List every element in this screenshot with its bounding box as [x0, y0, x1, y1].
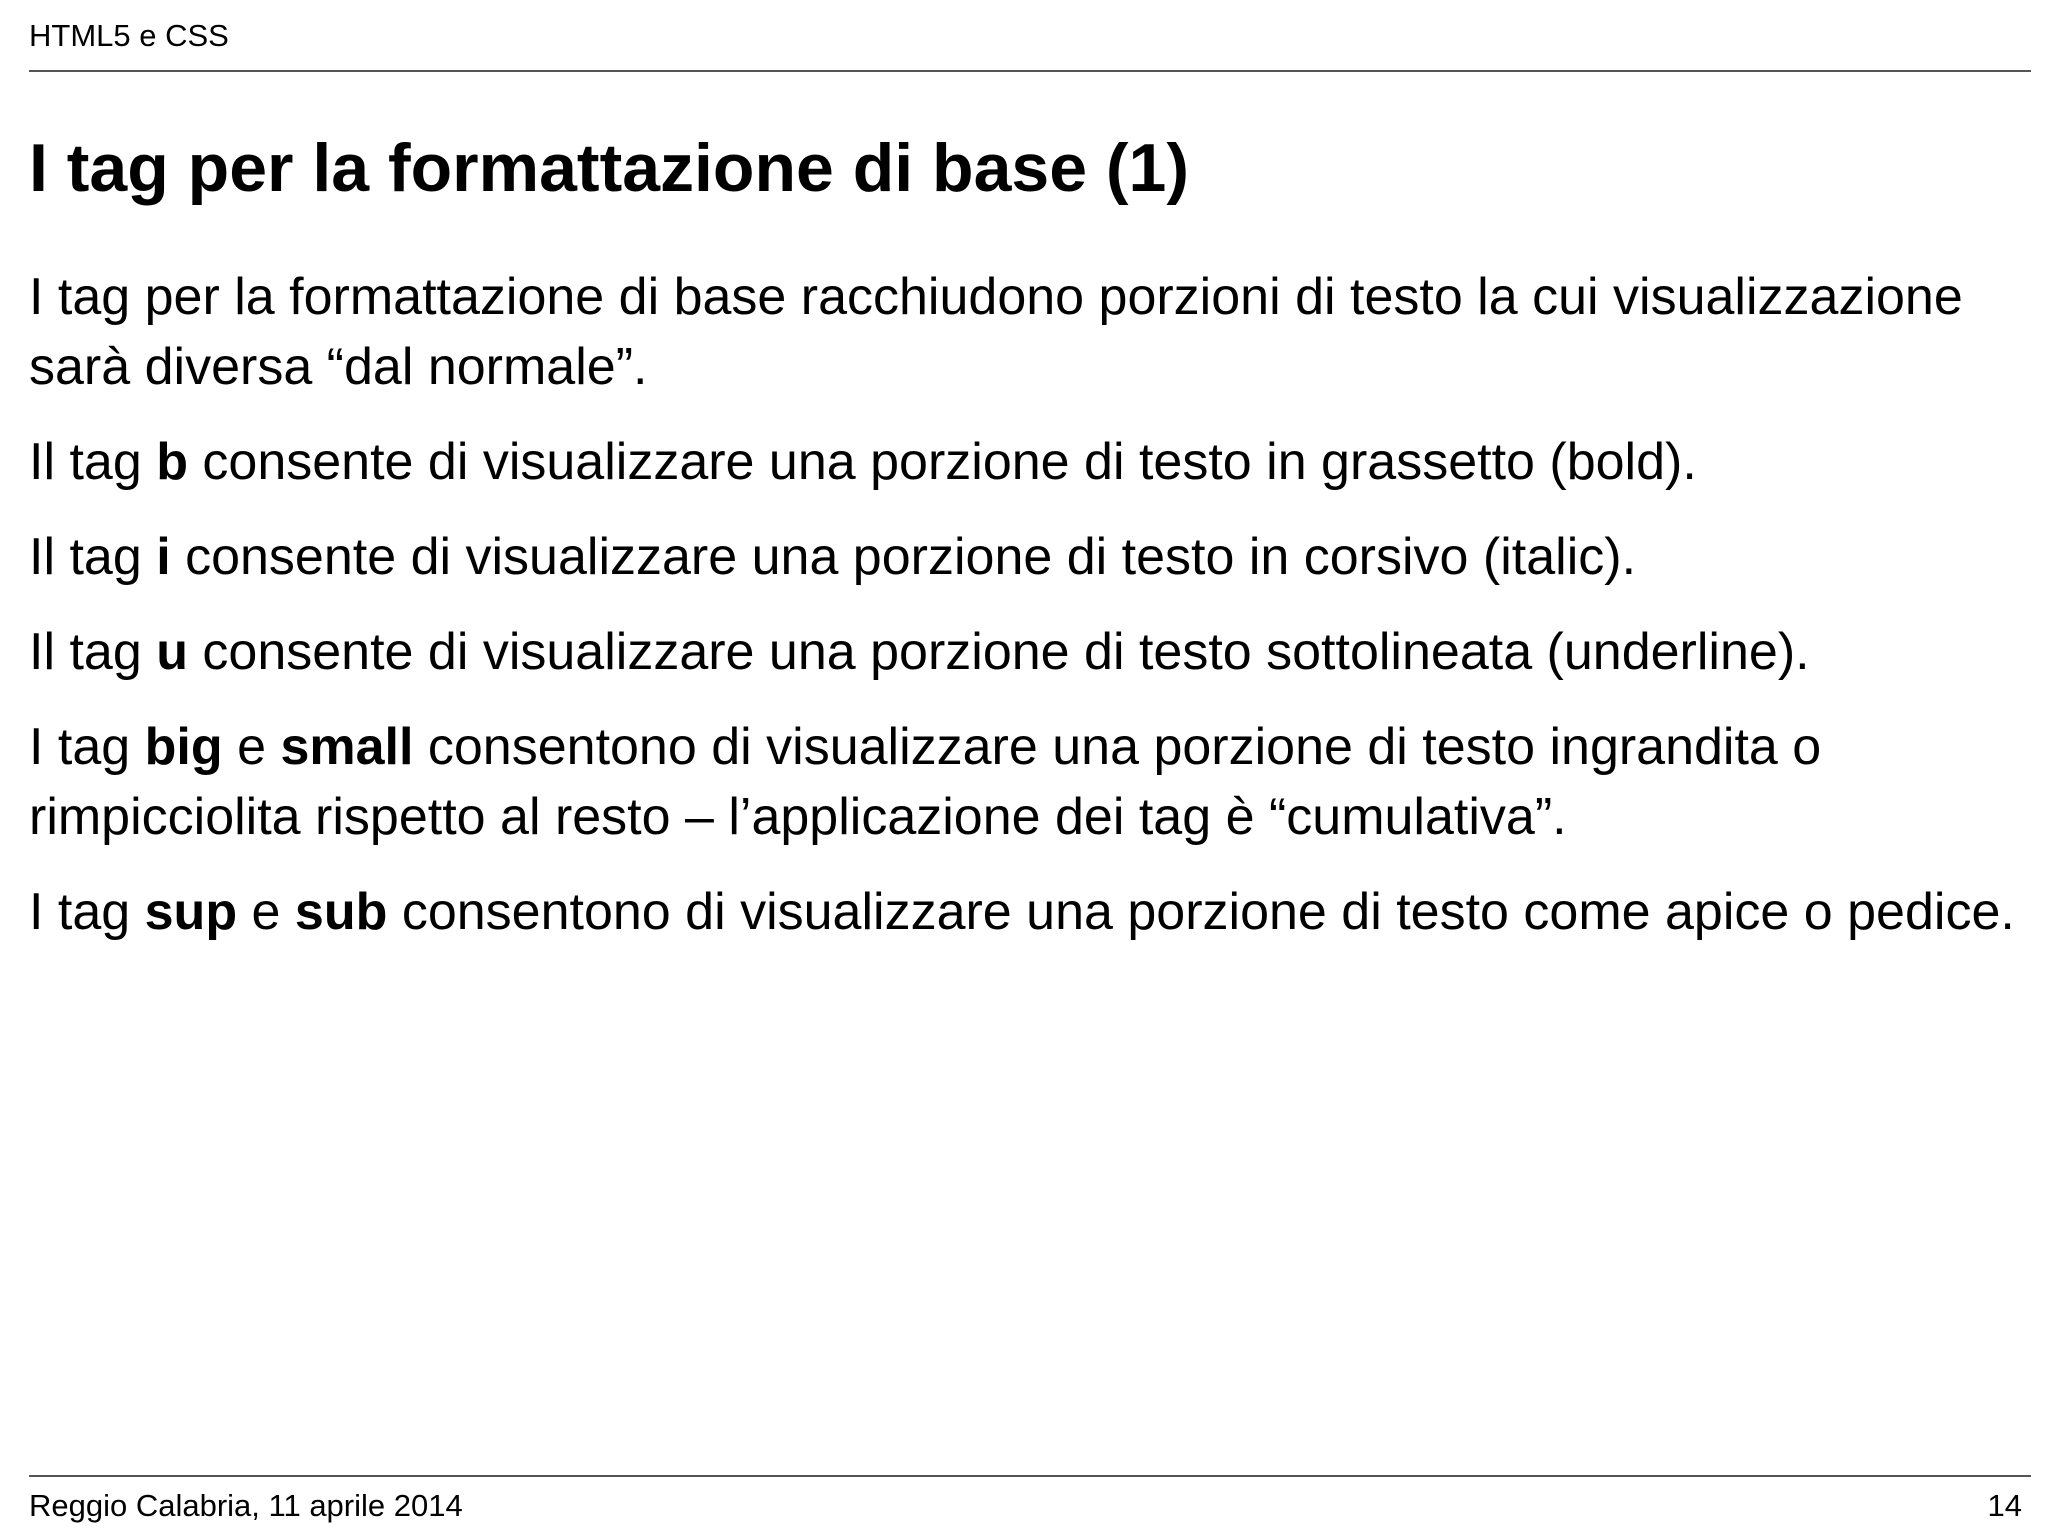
slide-header: HTML5 e CSS: [29, 18, 229, 53]
paragraph-suffix: consentono di visualizzare una porzione di testo ingrandita o rimpicciolita rispetto al resto – l’applicazione dei tag è “cumulativa”.: [29, 718, 1822, 846]
paragraph-prefix: I tag: [29, 883, 145, 941]
tag-keyword: sub: [294, 883, 388, 941]
tag-keyword: big: [144, 718, 223, 776]
paragraph-suffix: consente di visualizzare una porzione di testo in grassetto (bold).: [187, 433, 1697, 491]
paragraph-suffix: consente di visualizzare una porzione di testo in corsivo (italic).: [170, 528, 1637, 586]
paragraph-prefix: Il tag: [29, 433, 157, 491]
paragraph-tag-sup-sub: [29, 877, 2019, 947]
footer-divider: [29, 1475, 2031, 1477]
paragraph-prefix: Il tag: [29, 528, 157, 586]
paragraph-intro: I tag per la formattazione di base racchiudono porzioni di testo la cui visualizzazione sarà diversa “dal normale”.: [29, 268, 1963, 396]
footer-location-date: Reggio Calabria, 11 aprile 2014: [29, 1488, 463, 1523]
tag-keyword: small: [280, 718, 414, 776]
tag-keyword: b: [156, 433, 188, 491]
header-divider: [29, 70, 2031, 72]
paragraph-prefix: Il tag: [29, 623, 157, 681]
slide-body: [29, 262, 2019, 972]
paragraph-tag-u: [29, 617, 2019, 687]
paragraph-suffix: consentono di visualizzare una porzione di testo come apice o pedice.: [387, 883, 2015, 941]
tag-keyword: i: [156, 528, 171, 586]
paragraph-tag-b: [29, 427, 2019, 497]
paragraph-connector: e: [237, 883, 295, 941]
tag-keyword: u: [156, 623, 188, 681]
paragraph-tag-i: [29, 522, 2019, 592]
paragraph-connector: e: [222, 718, 281, 776]
paragraph-suffix: consente di visualizzare una porzione di testo sottolineata (underline).: [187, 623, 1810, 681]
page-number: 14: [1987, 1488, 2022, 1523]
slide-title: I tag per la formattazione di base (1): [29, 130, 1190, 206]
paragraph-tag-big-small: [29, 712, 2019, 852]
tag-keyword: sup: [144, 883, 238, 941]
paragraph-prefix: I tag: [29, 718, 145, 776]
